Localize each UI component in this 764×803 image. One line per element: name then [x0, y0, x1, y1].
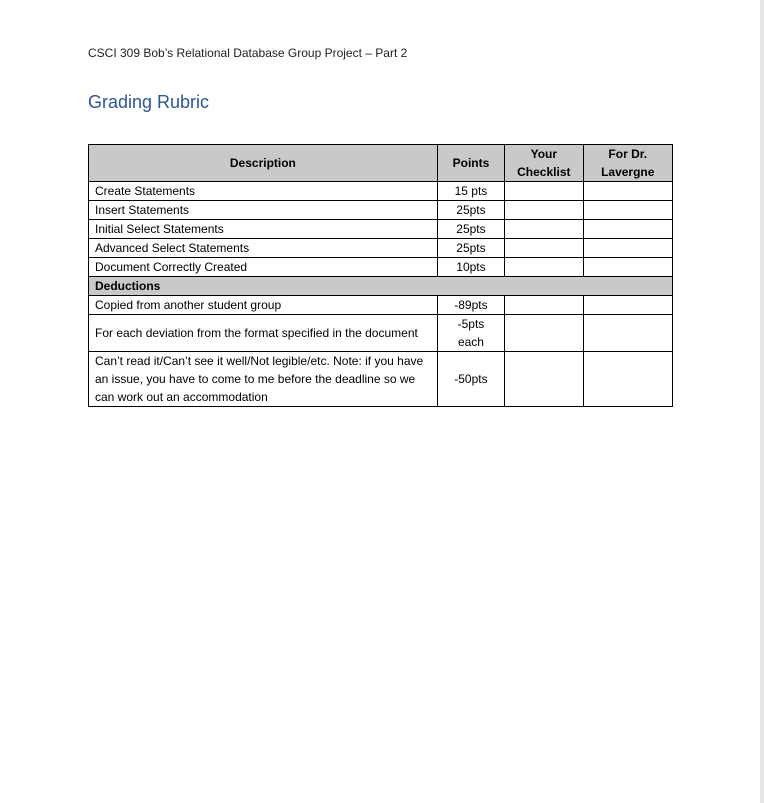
row-points: 15 pts [437, 182, 504, 201]
table-row [89, 182, 673, 201]
your-checklist-cell [505, 296, 583, 315]
column-header-points: Points [437, 145, 504, 182]
row-description: Document Correctly Created [89, 258, 438, 277]
instructor-cell [583, 352, 672, 407]
table-row [89, 352, 673, 407]
table-row [89, 201, 673, 220]
table-row [89, 220, 673, 239]
deduction-description: For each deviation from the format specified in the document [89, 315, 438, 352]
grading-rubric-table [88, 144, 673, 407]
your-checklist-cell [505, 258, 583, 277]
column-header-for-dr-lavergne: For Dr. Lavergne [583, 145, 672, 182]
instructor-cell [583, 220, 672, 239]
deductions-section-row [89, 277, 673, 296]
instructor-cell [583, 296, 672, 315]
table-row [89, 258, 673, 277]
deduction-description: Copied from another student group [89, 296, 438, 315]
row-description: Insert Statements [89, 201, 438, 220]
your-checklist-cell [505, 239, 583, 258]
table-row [89, 296, 673, 315]
table-row [89, 315, 673, 352]
deduction-points: -5pts each [437, 315, 504, 352]
row-points: 10pts [437, 258, 504, 277]
column-header-description: Description [89, 145, 438, 182]
row-points: 25pts [437, 220, 504, 239]
your-checklist-cell [505, 182, 583, 201]
page-title: Grading Rubric [88, 92, 210, 112]
page-edge [760, 0, 764, 803]
row-description: Create Statements [89, 182, 438, 201]
instructor-cell [583, 201, 672, 220]
your-checklist-cell [505, 352, 583, 407]
table-header-row [89, 145, 673, 182]
deductions-heading: Deductions [89, 277, 673, 296]
instructor-cell [583, 315, 672, 352]
document-header: CSCI 309 Bob’s Relational Database Group Project – Part 2 [88, 46, 408, 60]
row-description: Advanced Select Statements [89, 239, 438, 258]
your-checklist-cell [505, 315, 583, 352]
row-points: 25pts [437, 201, 504, 220]
deduction-points: -89pts [437, 296, 504, 315]
your-checklist-cell [505, 201, 583, 220]
instructor-cell [583, 182, 672, 201]
deduction-description: Can’t read it/Can’t see it well/Not legible/etc. Note: if you have an issue, you have to come to me before the deadline so we can work out an accommodation [89, 352, 438, 407]
deduction-points: -50pts [437, 352, 504, 407]
instructor-cell [583, 258, 672, 277]
column-header-your-checklist: Your Checklist [505, 145, 583, 182]
row-description: Initial Select Statements [89, 220, 438, 239]
your-checklist-cell [505, 220, 583, 239]
table-row [89, 239, 673, 258]
row-points: 25pts [437, 239, 504, 258]
instructor-cell [583, 239, 672, 258]
